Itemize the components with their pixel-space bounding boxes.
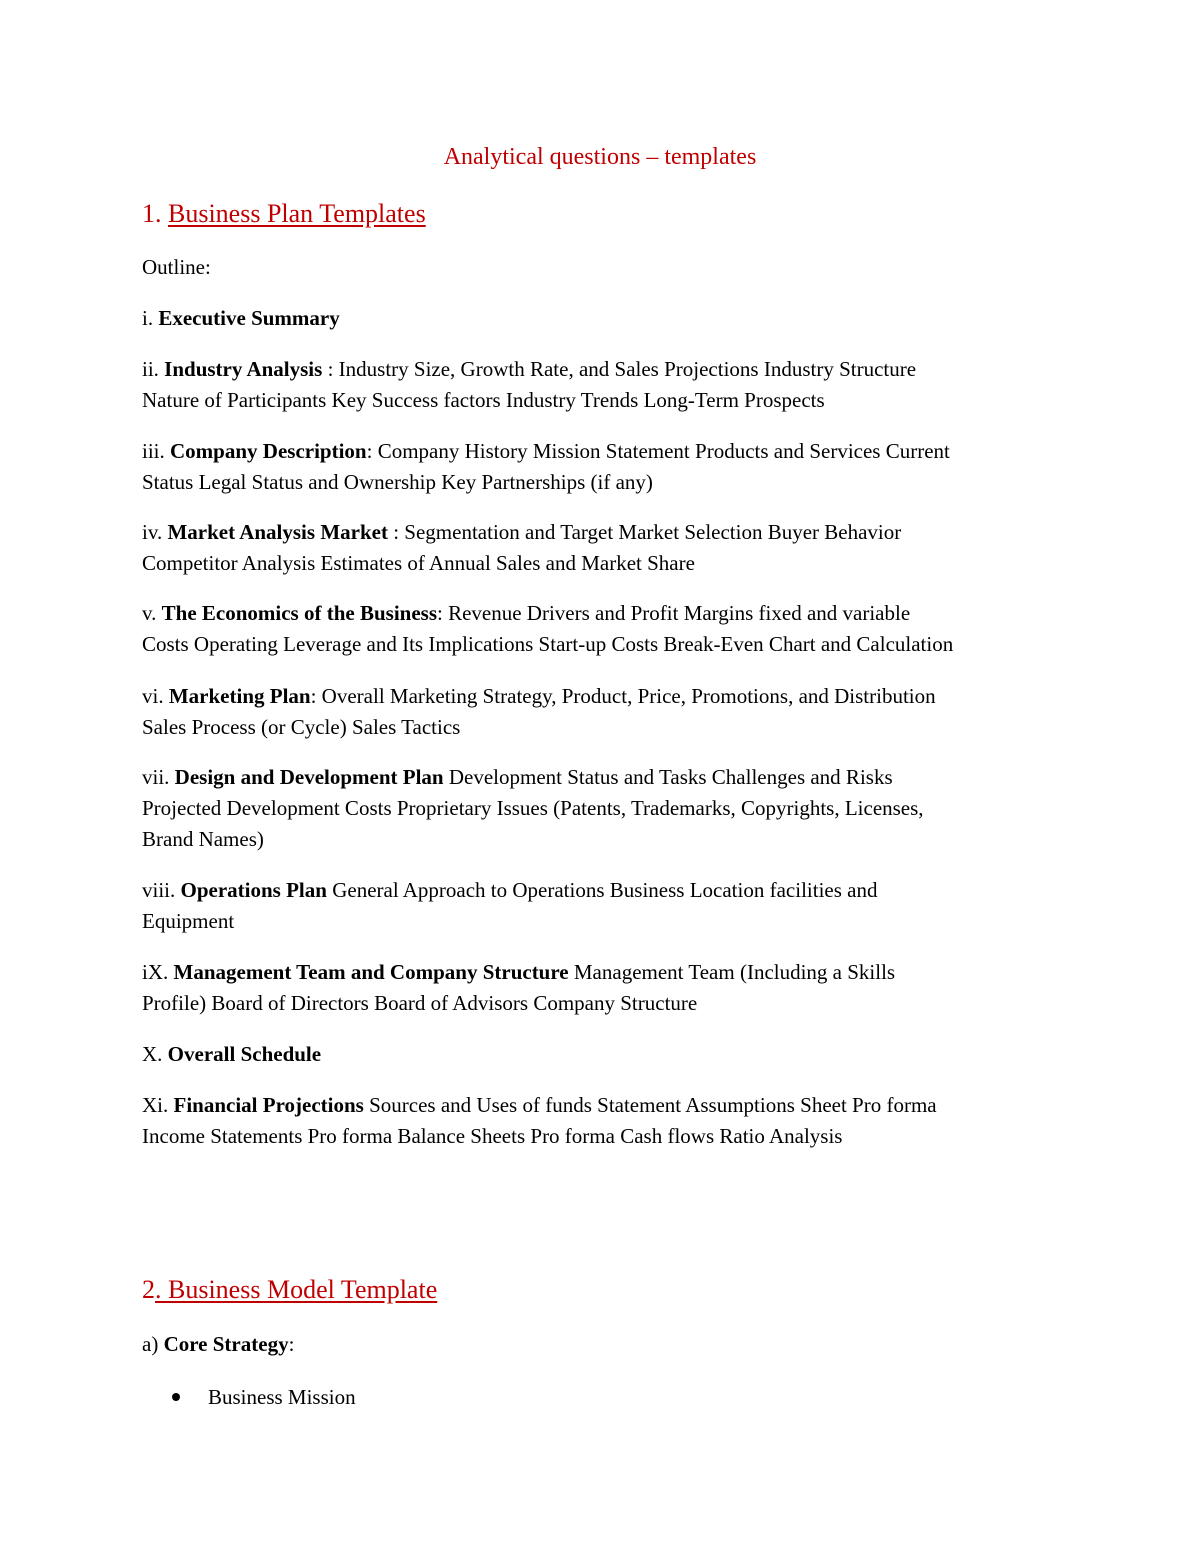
outline-item — [142, 354, 1072, 385]
outline-item — [142, 875, 1072, 906]
outline-item-heading: Market Analysis Market — [167, 520, 388, 544]
outline-item-text: : Revenue Drivers and Profit Margins fixed and variable — [437, 601, 911, 625]
outline-item-text: : Overall Marketing Strategy, Product, Price, Promotions, and Distribution — [310, 684, 936, 708]
outline-item-continuation — [142, 793, 1072, 824]
core-strategy-rest: : — [288, 1332, 295, 1356]
outline-item-number: viii. — [142, 878, 181, 902]
outline-item-number: iv. — [142, 520, 168, 544]
outline-item-text: Profile) Board of Directors Board of Advisors Company Structure — [142, 991, 698, 1015]
outline-label: Outline: — [142, 255, 211, 279]
outline-item-heading: Overall Schedule — [167, 1042, 322, 1066]
outline-item-text: Sales Process (or Cycle) Sales Tactics — [142, 715, 461, 739]
outline-item-continuation — [142, 712, 1072, 743]
outline-item-text: Competitor Analysis Estimates of Annual Sales and Market Share — [142, 551, 695, 575]
outline-item — [142, 517, 1072, 548]
section-2-number: 2 — [142, 1275, 155, 1304]
bullet-label: Business Mission — [208, 1385, 356, 1409]
section-1-title: Business Plan Templates — [168, 199, 426, 228]
outline-item-number: v. — [142, 601, 162, 625]
section-2-title: . Business Model Template — [155, 1275, 438, 1304]
outline-item-text: Equipment — [142, 909, 235, 933]
outline-item — [142, 598, 1072, 629]
outline-item-number: iX. — [142, 960, 174, 984]
outline-item-number: i. — [142, 306, 159, 330]
outline-item — [142, 303, 1072, 334]
outline-item-heading: Marketing Plan — [168, 684, 311, 708]
outline-item-text: : Segmentation and Target Market Selection Buyer Behavior — [387, 520, 902, 544]
outline-item-text: Nature of Participants Key Success factors Industry Trends Long-Term Prospects — [142, 388, 825, 412]
outline-item-text: Development Status and Tasks Challenges and Risks — [443, 765, 893, 789]
outline-item-text: : Company History Mission Statement Products and Services Current — [366, 439, 950, 463]
outline-item-heading: The Economics of the Business — [161, 601, 437, 625]
outline-item-text: : Industry Size, Growth Rate, and Sales Projections Industry Structure — [322, 357, 917, 381]
outline-item-continuation — [142, 629, 1072, 660]
outline-item-text: General Approach to Operations Business Location facilities and — [326, 878, 878, 902]
core-strategy-item — [142, 1329, 1072, 1360]
outline-item-text: Income Statements Pro forma Balance Sheets Pro forma Cash flows Ratio Analysis — [142, 1124, 843, 1148]
outline-item-number: Xi. — [142, 1093, 174, 1117]
outline-item-text: Management Team (Including a Skills — [568, 960, 896, 984]
outline-item-text: Sources and Uses of funds Statement Assumptions Sheet Pro forma — [363, 1093, 937, 1117]
outline-item — [142, 762, 1072, 793]
outline-item-heading: Industry Analysis — [164, 357, 323, 381]
outline-item-continuation — [142, 906, 1072, 937]
outline-item-heading: Financial Projections — [173, 1093, 364, 1117]
outline-item-text: Status Legal Status and Ownership Key Partnerships (if any) — [142, 470, 653, 494]
section-2-heading — [142, 1272, 437, 1308]
outline-item — [142, 436, 1072, 467]
outline-item-number: vii. — [142, 765, 175, 789]
section-1-number: 1. — [142, 199, 168, 228]
outline-item-continuation — [142, 548, 1072, 579]
outline-item-continuation — [142, 988, 1072, 1019]
outline-item-number: X. — [142, 1042, 168, 1066]
section-1-heading — [142, 196, 426, 232]
outline-item-heading: Design and Development Plan — [174, 765, 444, 789]
outline-item-continuation — [142, 824, 1072, 855]
outline-item — [142, 957, 1072, 988]
bullet-icon — [172, 1393, 180, 1401]
outline-item — [142, 681, 1072, 712]
outline-item-number: ii. — [142, 357, 165, 381]
outline-item-text: Projected Development Costs Proprietary Issues (Patents, Trademarks, Copyrights, Licenses, — [142, 796, 924, 820]
outline-item-continuation — [142, 1121, 1072, 1152]
outline-item-number: iii. — [142, 439, 171, 463]
core-strategy-bold: Core Strategy — [163, 1332, 289, 1356]
outline-item-heading: Executive Summary — [158, 306, 340, 330]
outline-item-heading: Operations Plan — [180, 878, 327, 902]
outline-item-number: vi. — [142, 684, 169, 708]
outline-item-text: Costs Operating Leverage and Its Implications Start-up Costs Break-Even Chart and Calculation — [142, 632, 954, 656]
outline-item — [142, 1090, 1072, 1121]
outline-item-continuation — [142, 467, 1072, 498]
bullet-item — [172, 1382, 356, 1413]
outline-item-text: Brand Names) — [142, 827, 264, 851]
document-title: Analytical questions – templates — [443, 144, 757, 170]
outline-item-heading: Management Team and Company Structure — [173, 960, 569, 984]
core-strategy-num: a) — [142, 1332, 164, 1356]
outline-item-continuation — [142, 385, 1072, 416]
outline-item — [142, 1039, 1072, 1070]
outline-item-heading: Company Description — [170, 439, 367, 463]
